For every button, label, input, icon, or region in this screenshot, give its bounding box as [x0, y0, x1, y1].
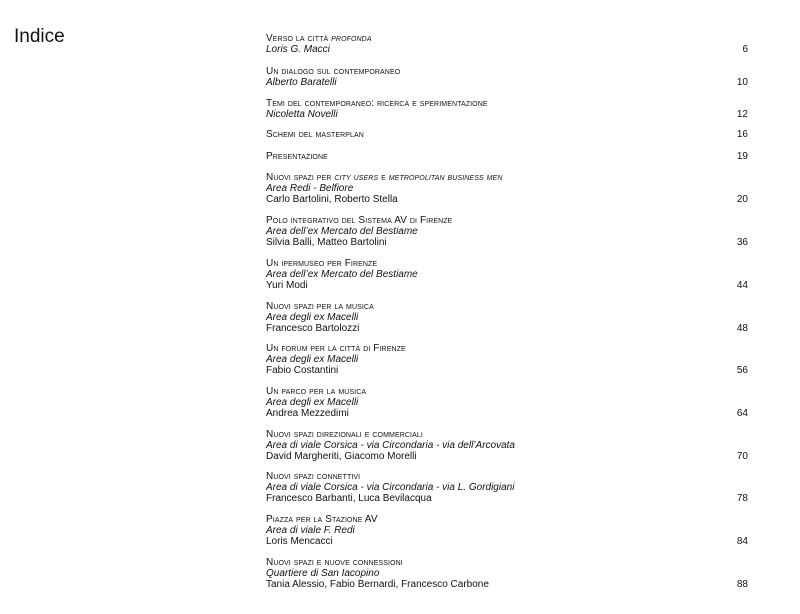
toc-entry-title-segment: profonda: [331, 33, 372, 44]
toc-entry[interactable]: [266, 173, 748, 205]
toc-entry-title-segment: metropolitan business men: [388, 172, 503, 183]
toc-entry-area: Quartiere di San Iacopino: [266, 567, 380, 579]
toc-entry-title: [266, 130, 748, 141]
toc-entry-title-segment: Nuovi spazi per la musica: [266, 301, 374, 312]
toc-entry-area: Area dell’ex Mercato del Bestiame: [266, 268, 418, 280]
toc-entry[interactable]: [266, 67, 748, 89]
toc-entry-page-number: 88: [736, 578, 748, 590]
toc-entry[interactable]: [266, 558, 748, 590]
toc-entry-title-segment: city users: [334, 172, 379, 183]
toc-entry-title-segment: Nuovi spazi e nuove connessioni: [266, 557, 403, 568]
toc-entry[interactable]: [266, 99, 748, 121]
toc-entry[interactable]: [266, 34, 748, 56]
toc-entry[interactable]: [266, 152, 748, 163]
toc-entry-page-number: 78: [736, 492, 748, 504]
toc-entry-title: [266, 99, 748, 110]
toc-entry-page-number: 48: [736, 322, 748, 334]
toc-entry[interactable]: [266, 472, 748, 504]
toc-entry-authors: Loris G. Macci: [266, 43, 330, 55]
toc-entry-title-segment: Un dialogo sul contemporaneo: [266, 66, 401, 77]
toc-entry-area: Area degli ex Macelli: [266, 396, 359, 408]
toc-entry-title: [266, 67, 748, 78]
toc-entry-title-segment: Un ipermuseo per Firenze: [266, 258, 378, 269]
toc-entry-page-number: 64: [736, 407, 748, 419]
toc-entry[interactable]: [266, 344, 748, 376]
toc-entry-title-segment: Schemi del masterplan: [266, 129, 364, 140]
toc-entry-authors: Silvia Balli, Matteo Bartolini: [266, 236, 387, 248]
toc-entry-title: [266, 34, 748, 45]
toc-entry-title: [266, 152, 748, 163]
toc-entry-authors: Yuri Modi: [266, 279, 308, 291]
toc-entry-title-segment: Nuovi spazi connettivi: [266, 471, 361, 482]
toc-entry-authors: Alberto Baratelli: [266, 76, 337, 88]
toc-entry-authors: Francesco Bartolozzi: [266, 322, 360, 334]
toc-entry-area: Area Redi - Belfiore: [266, 182, 354, 194]
toc-entry[interactable]: [266, 216, 748, 248]
toc-entry-page-number: 70: [736, 450, 748, 462]
page-title: Indice: [14, 26, 65, 47]
toc-entry-authors: David Margheriti, Giacomo Morelli: [266, 450, 417, 462]
toc-entry-page-number: 36: [736, 236, 748, 248]
toc-entry-title-segment: Nuovi spazi per: [266, 172, 335, 183]
toc-entry-title-segment: Un parco per la musica: [266, 386, 367, 397]
toc-entry-page-number: 84: [736, 535, 748, 547]
toc-entry-page-number: 12: [736, 108, 748, 120]
toc-entry-title-segment: Piazza per la Stazione AV: [266, 514, 378, 525]
toc-entry-authors: Carlo Bartolini, Roberto Stella: [266, 193, 398, 205]
toc-entry-title-segment: Verso la città: [266, 33, 332, 44]
toc-entry-area: Area di viale Corsica - via Circondaria - via L. Gordigiani: [266, 481, 515, 493]
toc-entry-page-number: 44: [736, 279, 748, 291]
toc-entry[interactable]: [266, 430, 748, 462]
toc-entry[interactable]: [266, 259, 748, 291]
toc-entry-authors: Fabio Costantini: [266, 364, 339, 376]
toc-entry-page-number: 16: [736, 129, 748, 140]
toc-entry-title-segment: Presentazione: [266, 151, 328, 162]
toc-entry[interactable]: [266, 130, 748, 141]
toc-entry-area: Area di viale F. Redi: [266, 524, 355, 536]
toc-entry[interactable]: [266, 515, 748, 547]
toc-entry-title-segment: Un forum per la città di Firenze: [266, 343, 406, 354]
toc-entry-authors: Francesco Barbanti, Luca Bevilacqua: [266, 492, 432, 504]
toc-entry-area: Area degli ex Macelli: [266, 311, 359, 323]
toc-entry-authors: Loris Mencacci: [266, 535, 333, 547]
toc-entry-page-number: 20: [736, 193, 748, 205]
toc-entry-title-segment: Temi del contemporaneo: ricerca e sperimentazione: [266, 98, 488, 109]
toc-entry-area: Area dell’ex Mercato del Bestiame: [266, 225, 418, 237]
toc-entry-page-number: 6: [742, 43, 748, 55]
toc-entry-title-segment: Nuovi spazi direzionali e commerciali: [266, 429, 423, 440]
toc-entry-page-number: 19: [736, 151, 748, 162]
toc-entry-page-number: 10: [736, 76, 748, 88]
toc-entry-authors: Tania Alessio, Fabio Bernardi, Francesco Carbone: [266, 578, 489, 590]
toc-entry-title-segment: e: [378, 172, 389, 183]
toc-entry[interactable]: [266, 302, 748, 334]
toc-entry[interactable]: [266, 387, 748, 419]
toc-entry-title-segment: Polo integrativo del Sistema AV di Firenze: [266, 215, 453, 226]
toc-entry-authors: Nicoletta Novelli: [266, 108, 338, 120]
toc-entry-authors: Andrea Mezzedimi: [266, 407, 349, 419]
toc-entry-page-number: 56: [736, 364, 748, 376]
toc-entry-area: Area di viale Corsica - via Circondaria - via dell’Arcovata: [266, 439, 515, 451]
toc-entry-area: Area degli ex Macelli: [266, 353, 359, 365]
